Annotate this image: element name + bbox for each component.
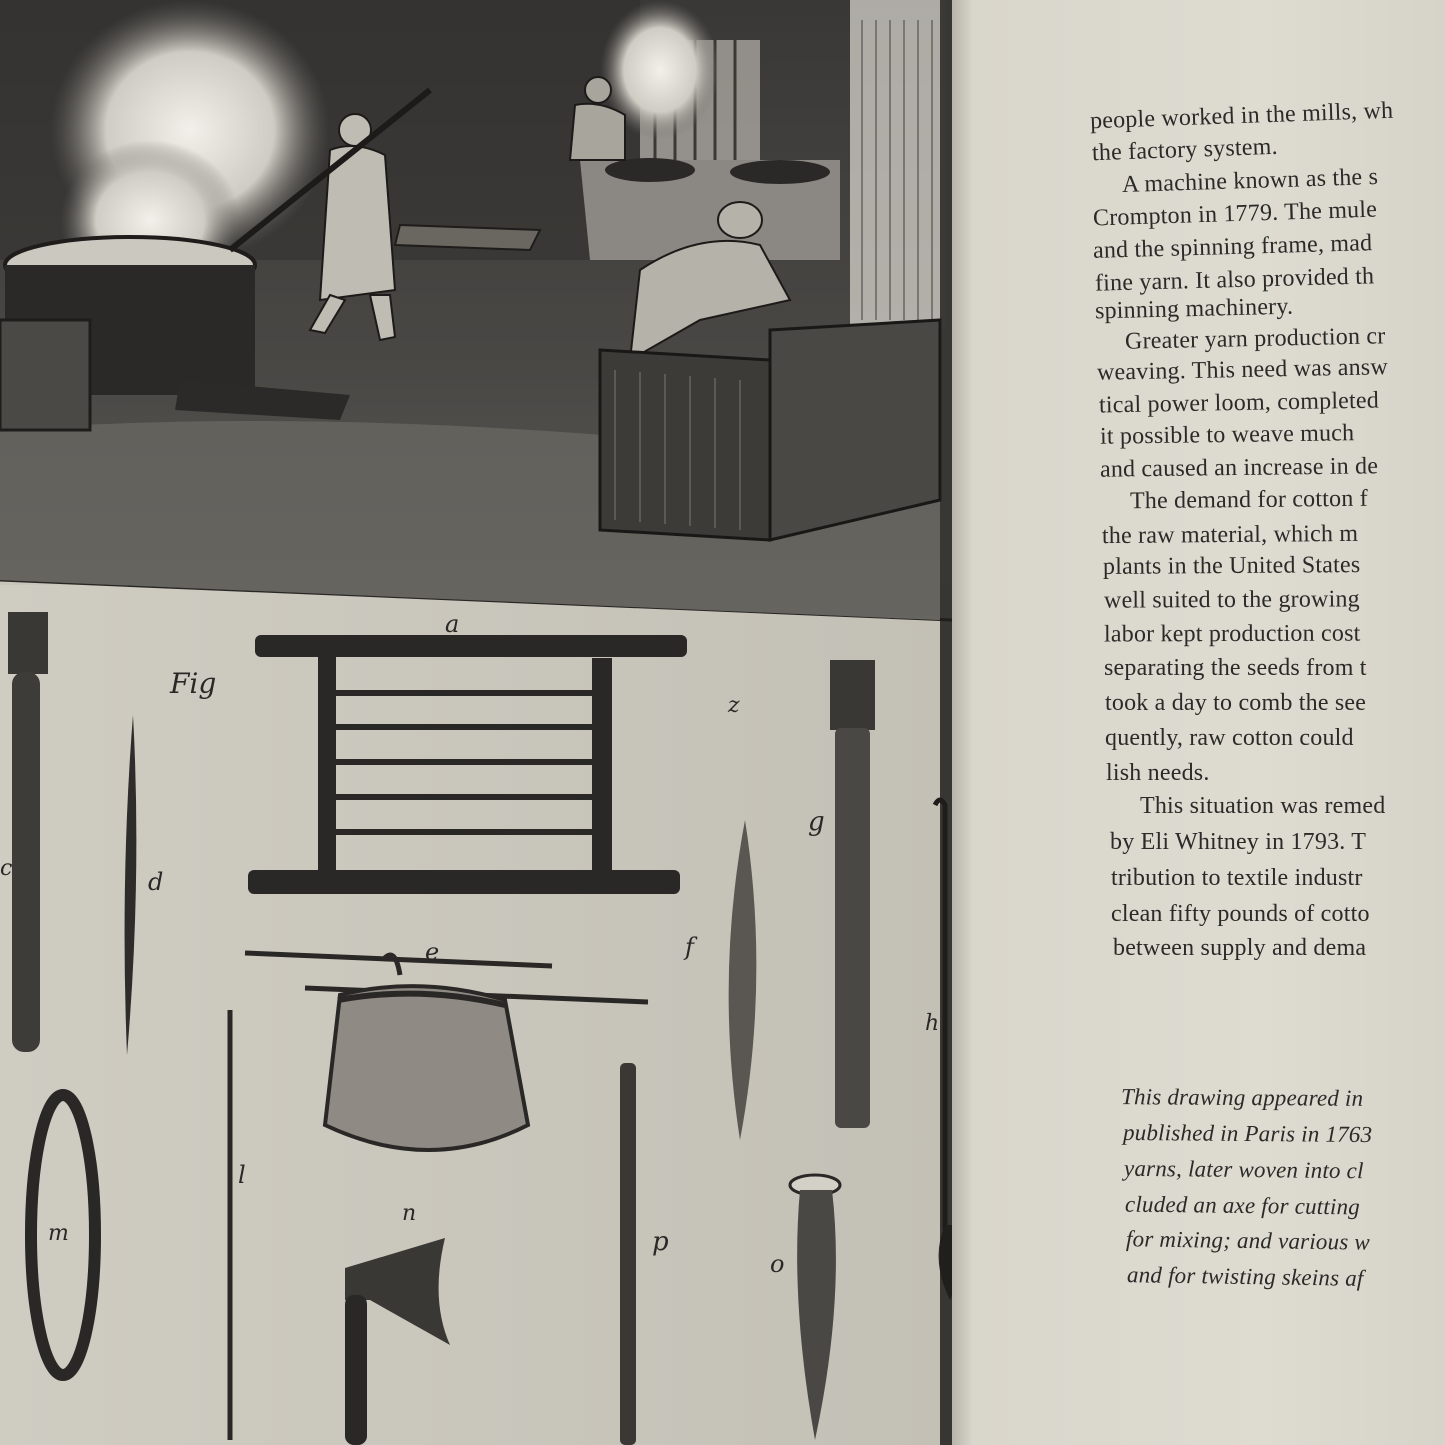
fig-label: Fig — [170, 667, 217, 700]
body-line: plants in the United States — [1102, 552, 1361, 580]
caption-line: for mixing; and various w — [1125, 1226, 1371, 1255]
body-line: Greater yarn production cr — [1124, 323, 1386, 355]
label-p: p — [652, 1227, 669, 1257]
label-f: f — [685, 933, 694, 961]
label-m: m — [48, 1221, 69, 1246]
body-line: spinning machinery. — [1094, 293, 1294, 325]
body-line: A machine known as the s — [1121, 163, 1379, 199]
caption-line: published in Paris in 1763 — [1122, 1119, 1373, 1148]
caption-line: and for twisting skeins af — [1126, 1262, 1364, 1291]
body-line: fine yarn. It also provided th — [1094, 263, 1375, 297]
label-l: l — [238, 1161, 246, 1189]
body-line: took a day to comb the see — [1105, 690, 1367, 716]
label-a: a — [445, 610, 460, 638]
body-line: tribution to textile industr — [1111, 865, 1363, 891]
body-line: lish needs. — [1106, 760, 1210, 786]
body-line: labor kept production cost — [1103, 620, 1361, 648]
body-line: the raw material, which m — [1101, 520, 1359, 550]
body-line: tical power loom, completed — [1098, 387, 1380, 419]
label-n: n — [402, 1201, 417, 1226]
body-line: between supply and dema — [1113, 935, 1367, 961]
body-line: it possible to weave much — [1099, 420, 1355, 450]
label-c: c — [0, 856, 13, 881]
body-line: This situation was remed — [1140, 793, 1386, 819]
body-line: Crompton in 1779. The mule — [1092, 196, 1378, 232]
body-line: by Eli Whitney in 1793. T — [1110, 829, 1367, 855]
body-line: the factory system. — [1091, 133, 1279, 167]
body-line: well suited to the growing — [1103, 586, 1360, 614]
body-line: people worked in the mills, wh — [1089, 97, 1394, 135]
label-z: z — [728, 693, 740, 718]
body-line: The demand for cotton f — [1129, 485, 1368, 515]
body-line: quently, raw cotton could — [1105, 725, 1354, 751]
body-line: weaving. This need was answ — [1096, 354, 1389, 386]
body-line: and caused an increase in de — [1099, 453, 1379, 483]
caption-line: cluded an axe for cutting — [1124, 1191, 1361, 1220]
caption-line: This drawing appeared in — [1120, 1084, 1364, 1111]
label-d: d — [148, 868, 164, 896]
label-g: g — [808, 807, 825, 837]
body-line: and the spinning frame, mad — [1092, 230, 1373, 264]
body-line: separating the seeds from t — [1104, 655, 1367, 681]
label-e: e — [425, 938, 440, 966]
body-line: clean fifty pounds of cotto — [1111, 901, 1370, 927]
caption-line: yarns, later woven into cl — [1123, 1155, 1364, 1184]
label-o: o — [770, 1250, 785, 1278]
label-h: h — [925, 1011, 940, 1036]
